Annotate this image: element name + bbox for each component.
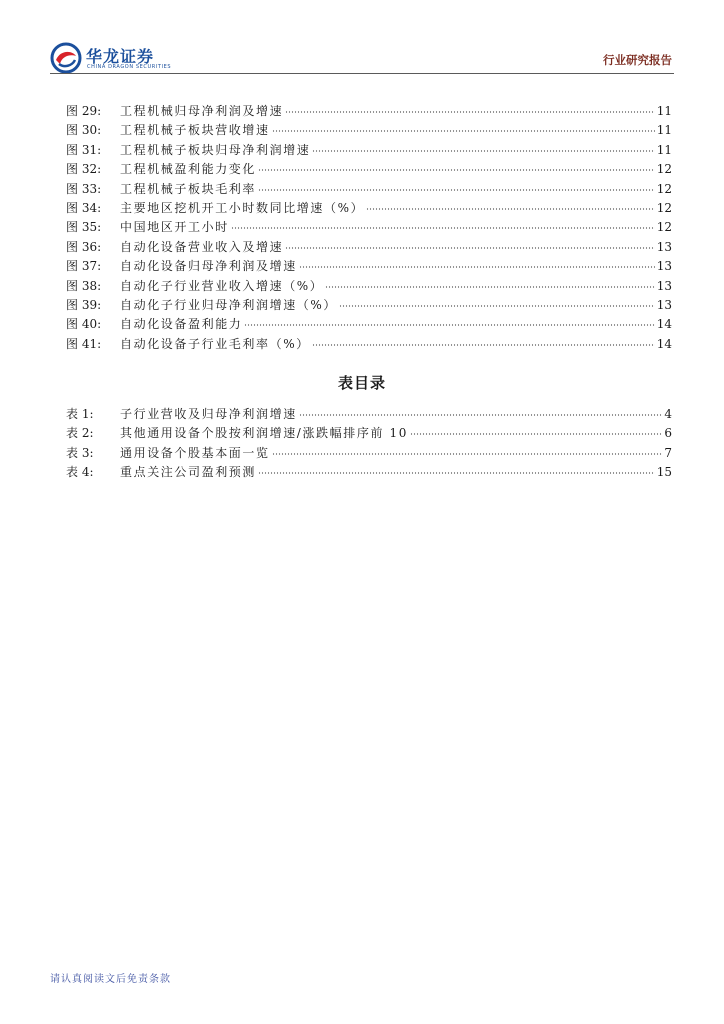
footer-disclaimer[interactable]: 请认真阅读文后免责条款: [50, 974, 171, 985]
dot-leader: [325, 286, 654, 288]
dot-leader: [258, 472, 655, 474]
entry-label: 图 31:: [66, 142, 102, 157]
entry-label: 图 39:: [66, 297, 102, 312]
logo-chinese-name: 华龙证券: [86, 47, 155, 66]
entry-label: 表 3:: [66, 445, 94, 460]
dot-leader: [285, 247, 655, 249]
entry-page-number: 13: [656, 259, 672, 274]
entry-page-number: 11: [656, 142, 672, 157]
dot-leader: [272, 130, 655, 132]
entry-page-number: 15: [656, 465, 672, 480]
entry-label: 图 38:: [66, 278, 102, 293]
entry-title: 中国地区开工小时: [120, 220, 229, 235]
dot-leader: [272, 453, 663, 455]
dot-leader: [299, 266, 655, 268]
figure-list-item[interactable]: [66, 121, 672, 140]
entry-label: 表 4:: [66, 465, 94, 480]
dot-leader: [285, 111, 655, 113]
entry-title: 工程机械归母净利润及增速: [120, 104, 284, 118]
entry-title: 主要地区挖机开工小时数同比增速（%）: [120, 200, 365, 215]
dot-leader: [410, 433, 662, 435]
entry-page-number: 12: [656, 200, 672, 215]
entry-page-number: 12: [656, 220, 672, 235]
entry-title: 自动化子行业归母净利润增速（%）: [120, 297, 338, 312]
entry-title: 工程机械盈利能力变化: [120, 162, 257, 177]
entry-label: 图 33:: [66, 181, 102, 196]
table-section-title: 表目录: [337, 374, 386, 392]
figure-list-item[interactable]: [66, 141, 672, 160]
dot-leader: [258, 189, 655, 191]
entry-label: 图 37:: [66, 259, 102, 274]
entry-title: 自动化设备归母净利润及增速: [120, 259, 297, 274]
entry-title: 其他通用设备个股按利润增速/涨跌幅排序前 10: [120, 426, 408, 441]
entry-title: 子行业营收及归母净利润增速: [120, 407, 297, 421]
table-list-item[interactable]: [66, 463, 672, 482]
entry-page-number: 12: [656, 181, 672, 196]
entry-label: 表 2:: [66, 426, 94, 441]
entry-label: 表 1:: [66, 407, 94, 421]
entry-title: 自动化子行业营业收入增速（%）: [120, 278, 324, 293]
company-logo: [50, 42, 180, 74]
entry-page-number: 7: [664, 445, 672, 460]
dot-leader: [231, 227, 655, 229]
logo-english-name: CHINA DRAGON SECURITIES: [87, 64, 172, 70]
figure-list-item[interactable]: [66, 102, 672, 121]
entry-label: 图 32:: [66, 162, 102, 177]
entry-page-number: 13: [656, 278, 672, 293]
entry-label: 图 35:: [66, 220, 102, 235]
entry-title: 工程机械子板块毛利率: [120, 181, 257, 196]
figure-list-item[interactable]: [66, 218, 672, 237]
entry-title: 通用设备个股基本面一览: [120, 445, 270, 460]
dot-leader: [312, 344, 655, 346]
entry-page-number: 13: [656, 239, 672, 254]
entry-title: 工程机械子板块归母净利润增速: [120, 142, 311, 157]
entry-page-number: 13: [656, 297, 672, 312]
dragon-logo-icon: [50, 42, 82, 74]
entry-page-number: 14: [656, 336, 672, 351]
page-header: [0, 0, 724, 80]
entry-title: 自动化设备营业收入及增速: [120, 239, 284, 254]
figure-list-item[interactable]: [66, 296, 672, 315]
figure-list: [66, 102, 672, 354]
table-list-item[interactable]: [66, 444, 672, 463]
figure-list-item[interactable]: [66, 160, 672, 179]
dot-leader: [312, 150, 654, 152]
dot-leader: [244, 324, 654, 326]
entry-label: 图 40:: [66, 317, 102, 332]
entry-page-number: 6: [664, 426, 672, 441]
entry-page-number: 11: [656, 123, 672, 138]
figure-list-item[interactable]: [66, 199, 672, 218]
figure-list-item[interactable]: [66, 257, 672, 276]
entry-label: 图 36:: [66, 239, 102, 254]
figure-list-item[interactable]: [66, 238, 672, 257]
table-list: [66, 405, 672, 483]
dot-leader: [366, 208, 655, 210]
entry-label: 图 29:: [66, 104, 102, 118]
report-type-label: 行业研究报告: [603, 53, 672, 67]
header-divider: [50, 73, 674, 74]
entry-title: 工程机械子板块营收增速: [120, 123, 270, 138]
entry-page-number: 12: [656, 162, 672, 177]
entry-page-number: 14: [656, 317, 672, 332]
entry-title: 重点关注公司盈利预测: [120, 465, 257, 480]
entry-label: 图 34:: [66, 200, 102, 215]
dot-leader: [339, 305, 655, 307]
dot-leader: [258, 169, 655, 171]
table-list-item[interactable]: [66, 424, 672, 443]
table-list-item[interactable]: [66, 405, 672, 424]
entry-label: 图 41:: [66, 336, 102, 351]
entry-page-number: 4: [664, 407, 672, 421]
figure-list-item[interactable]: [66, 277, 672, 296]
figure-list-item[interactable]: [66, 180, 672, 199]
dot-leader: [299, 414, 663, 416]
entry-title: 自动化设备盈利能力: [120, 317, 243, 332]
entry-label: 图 30:: [66, 123, 102, 138]
entry-title: 自动化设备子行业毛利率（%）: [120, 336, 310, 351]
entry-page-number: 11: [656, 104, 672, 118]
figure-list-item[interactable]: [66, 335, 672, 354]
figure-list-item[interactable]: [66, 315, 672, 334]
